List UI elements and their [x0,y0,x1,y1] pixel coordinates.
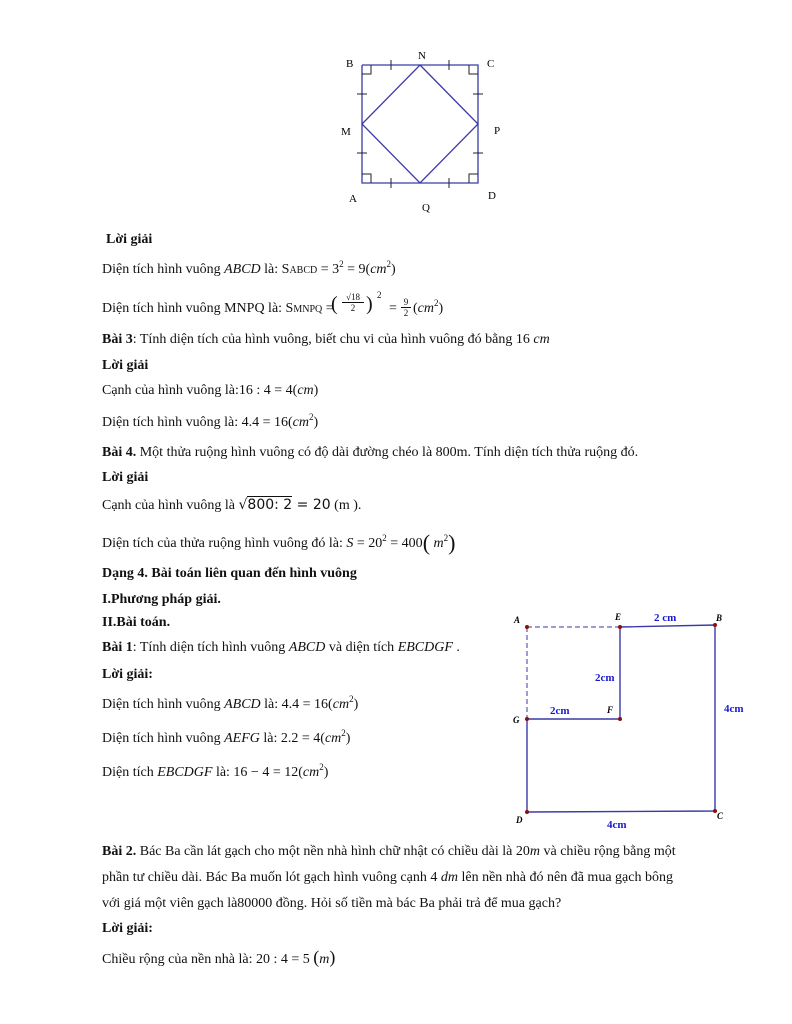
solution-1-line-1: Diện tích hình vuông ABCD là: SABCD = $3^2 = 9(cm^2)$ [102,259,396,277]
bai1-line-1: Diện tích hình vuông ABCD là: $4.4 = 16(cm^2)$ [102,694,359,712]
dim-bc: 4cm [724,703,744,715]
bai3-heading: Lời giải [102,358,149,373]
bai4-line-2: Diện tích của thửa ruộng hình vuông đó là: $S = 20^2 = 400$( $m^2$) [102,530,456,555]
solution-1-line-2: Diện tích hình vuông MNPQ là: SMNPQ = [102,301,334,316]
label-p: P [494,125,501,137]
point-d: D [516,815,523,825]
ebcdgf-figure [505,605,750,835]
label-b: B [346,58,354,70]
dim-ef: 2cm [595,672,615,684]
solution-heading-1: Lời giải [106,232,153,247]
section-title: Dạng 4. Bài toán liên quan đến hình vuông [102,566,357,581]
method-heading: I.Phương pháp giải. [102,592,221,607]
bai3-statement: Bài 3: Tính diện tích của hình vuông, biết chu vi của hình vuông đó bằng 16 cm [102,332,550,347]
point-b: B [716,613,723,623]
bai4-heading: Lời giải [102,470,149,485]
point-g: G [513,715,520,725]
bai1-line-2: Diện tích hình vuông AEFG là: $2.2 = 4(cm^2)$ [102,728,351,746]
bai3-line-2: Diện tích hình vuông là: $4.4 = 16(cm^2)$ [102,412,319,430]
bai4-statement: Bài 4. Một thửa ruộng hình vuông có độ dài đường chéo là 800m. Tính diện tích thửa ruộng đó. [102,445,639,460]
label-d: D [488,190,496,202]
dim-gf: 2cm [550,705,570,717]
bai2-line-3: với giá một viên gạch là80000 đồng. Hỏi số tiền mà bác Ba phải trả để mua gạch? [102,896,562,911]
square-mnpq-figure [330,45,510,220]
dim-eb: 2 cm [654,612,677,624]
bai1-line-3: Diện tích EBCDGF là: $16 - 4 = 12(cm^2)$ [102,762,329,780]
square-abcd [362,65,478,183]
fraction-1: √18 2 [342,292,364,313]
label-q: Q [422,202,430,214]
bai4-line-1: Cạnh của hình vuông là √800: 2 = 20 (m ). [102,497,362,513]
label-n: N [418,50,426,62]
point-c: C [717,811,724,821]
bai2-line-2: phần tư chiều dài. Bác Ba muốn lót gạch hình vuông cạnh 4 dm lên nền nhà đó nên đã mua gạch bông [102,870,673,885]
point-a: A [514,615,521,625]
square-mnpq [362,65,478,183]
problems-heading: II.Bài toán. [102,615,171,630]
label-m: M [341,126,351,138]
bai3-line-1: Cạnh của hình vuông là:16 : 4 = 4(cm) [102,383,319,398]
fraction-2: 9 2 [401,297,411,318]
bai1-heading: Lời giải: [102,667,153,682]
label-a: A [349,193,357,205]
bai2-heading: Lời giải: [102,921,153,936]
bai1-statement: Bài 1: Tính diện tích hình vuông ABCD và diện tích EBCDGF . [102,640,460,655]
point-f: F [607,705,614,715]
dim-dc: 4cm [607,819,627,831]
point-e: E [615,612,622,622]
label-c: C [487,58,495,70]
bai2-solution-line-1: Chiều rộng của nền nhà là: 20 : 4 = 5 (m) [102,947,336,967]
bai2-line-1: Bài 2. Bác Ba cần lát gạch cho một nền nhà hình chữ nhật có chiều dài là 20m và chiều rộng bằng một [102,844,676,859]
